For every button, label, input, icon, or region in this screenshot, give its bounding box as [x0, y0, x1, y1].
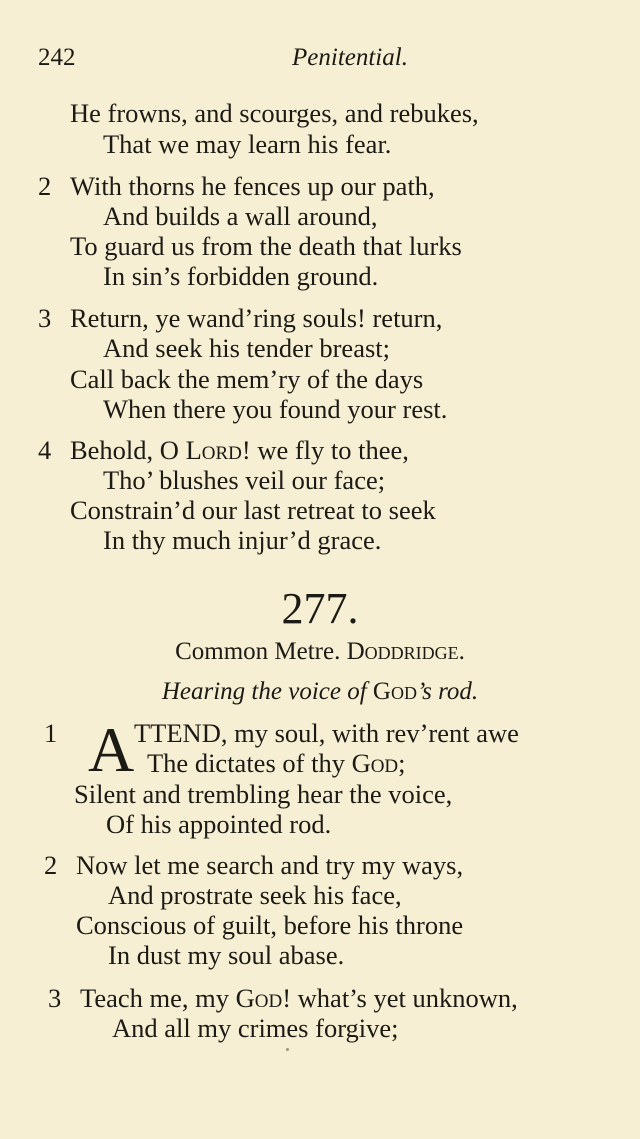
hymn-line: To guard us from the death that lurks: [70, 231, 462, 261]
lord-small-caps: Lord: [185, 435, 242, 465]
running-title: Penitential.: [292, 44, 408, 71]
verse-number: 4: [38, 435, 52, 465]
hymn-line: Silent and trembling hear the voice,: [74, 779, 453, 809]
hymn-line: And builds a wall around,: [103, 201, 378, 231]
hymn-line: Tho’ blushes veil our face;: [103, 465, 386, 495]
verse-number: 1: [44, 718, 58, 748]
verse-number: 3: [48, 983, 62, 1013]
hymn-number: 277.: [281, 584, 359, 633]
hymn-line: Conscious of guilt, before his throne: [76, 910, 464, 940]
hymn-line: And prostrate seek his face,: [108, 880, 402, 910]
hymn-line: And seek his tender breast;: [103, 333, 390, 363]
hymn-line: The dictates of thy God;: [147, 748, 406, 778]
hymn-line: TTEND, my soul, with rev’rent awe: [134, 718, 519, 748]
verse-number: 2: [38, 171, 52, 201]
hymn-line: Behold, O Lord! we fly to thee,: [70, 435, 409, 465]
hymn-line: Now let me search and try my ways,: [76, 850, 464, 880]
hymn-author: Doddridge.: [346, 638, 465, 665]
hymn-line: When there you found your rest.: [103, 394, 448, 424]
hymn-line: Return, ye wand’ring souls! return,: [70, 303, 443, 333]
hymn-line: In sin’s forbidden ground.: [103, 261, 379, 291]
page-header: [38, 44, 598, 78]
page-number: 242: [38, 44, 76, 71]
hymn-line: Call back the mem’ry of the days: [70, 364, 424, 394]
hymn-subtitle: Hearing the voice of God’s rod.: [161, 678, 479, 705]
hymn-line: With thorns he fences up our path,: [70, 171, 435, 201]
drop-cap: A: [88, 714, 135, 785]
paper-speck: [286, 1048, 289, 1051]
hymn-meter-author: [0, 638, 640, 666]
hymn-line: Teach me, my God! what’s yet unknown,: [80, 983, 518, 1013]
verse-number: 3: [38, 303, 52, 333]
hymn-line: Constrain’d our last retreat to seek: [70, 495, 436, 525]
hymn-line: In dust my soul abase.: [108, 940, 345, 970]
hymn-line: Of his appointed rod.: [106, 809, 332, 839]
verse-number: 2: [44, 850, 58, 880]
hymn-line: And all my crimes forgive;: [112, 1013, 399, 1043]
hymn-line: In thy much injur’d grace.: [103, 525, 382, 555]
hymn-line: He frowns, and scourges, and rebukes,: [70, 98, 479, 128]
hymn-line: That we may learn his fear.: [103, 129, 392, 159]
hymn-meter: Common Metre.: [175, 638, 341, 665]
